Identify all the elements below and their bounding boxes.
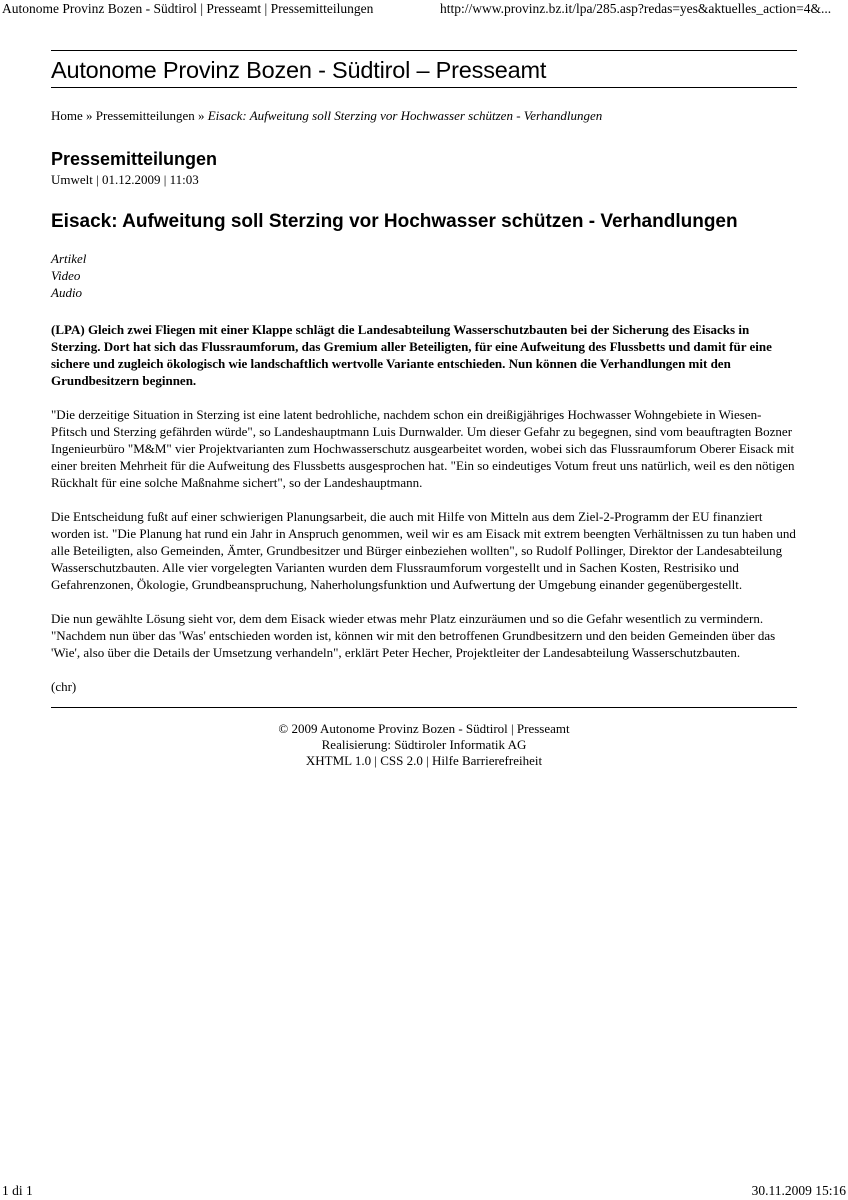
media-links	[51, 250, 797, 301]
breadcrumb-separator: »	[82, 108, 96, 123]
footer-rule	[51, 707, 797, 708]
article-paragraph: Die Entscheidung fußt auf einer schwierigen Planungsarbeit, die auch mit Hilfe von Mitteln aus dem Ziel-2-Programm der EU finanziert worden ist. "Die Planung hat rund ein Jahr in Anspruch genommen, weil wir es am Eisack mit extrem beengten Verhältnissen zu tun haben und alle Beteiligten, also Gemeinden, Ämter, Grundbesitzer und Bürger einbeziehen wollten", so Rudolf Pollinger, Direktor der Landesabteilung Wasserschutzbauten. Alle vier vorgelegten Varianten wurden dem Flussraumforum vorgestellt und in Sachen Kosten, Restrisiko und Gefahrenzonen, Ökologie, Grundbeanspruchung, Naherholungsfunktion und Aufwertung der Umgebung einander gegenübergestellt.	[51, 509, 796, 592]
xhtml-link[interactable]: XHTML 1.0	[305, 753, 372, 768]
page-content	[51, 50, 797, 769]
footer-links	[51, 753, 797, 769]
breadcrumb-current: Eisack: Aufweitung soll Sterzing vor Hochwasser schützen - Verhandlungen	[207, 108, 603, 123]
breadcrumb-separator: »	[194, 108, 208, 123]
media-link-audio[interactable]: Audio	[51, 285, 83, 300]
article-meta: Umwelt | 01.12.2009 | 11:03	[51, 172, 199, 187]
header-bottom-rule	[51, 87, 797, 88]
article-author: (chr)	[51, 679, 77, 694]
footer-separator: |	[422, 753, 433, 768]
breadcrumb-section-link[interactable]: Pressemitteilungen	[95, 108, 195, 123]
article-title: Eisack: Aufweitung soll Sterzing vor Hochwasser schützen - Verhandlungen	[51, 211, 738, 232]
footer-copyright: © 2009 Autonome Provinz Bozen - Südtirol | Presseamt	[278, 721, 570, 736]
article-paragraph: "Die derzeitige Situation in Sterzing ist eine latent bedrohliche, nachdem schon ein dreißigjähriges Hochwasser Wohngebiete in Wiesen-Pfitsch und Sterzing gefährden würde", so Landeshauptmann Luis Durnwalder. Um dieser Gefahr zu begegnen, sind vom beauftragten Bozner Ingenieurbüro "M&M" vier Projektvarianten zum Hochwasserschutz ausgearbeitet worden, wobei sich das Flussraumforum Oberer Eisack mit einer breiten Mehrheit für die Aufweitung des Flussbetts ausgesprochen hat. "Ein so eindeutiges Votum freut uns natürlich, weil es den nötigen Rückhalt für eine solche Maßnahme sichert", so der Landeshauptmann.	[51, 407, 795, 490]
print-url: http://www.provinz.bz.it/lpa/285.asp?redas=yes&aktuelles_action=4&...	[440, 1, 832, 16]
footer-separator: |	[371, 753, 381, 768]
page-footer	[51, 721, 797, 769]
breadcrumb	[51, 107, 797, 124]
article-paragraph: Die nun gewählte Lösung sieht vor, dem dem Eisack wieder etwas mehr Platz einzuräumen und so die Gefahr wesentlich zu vermindern. "Nachdem nun über das 'Was' entschieden worden ist, können wir mit den betroffenen Grundbesitzern und den beiden Gemeinden über das 'Wie', also über die Details der Umsetzung verhandeln", erklärt Peter Hecher, Projektleiter der Landesabteilung Wasserschutzbauten.	[51, 611, 776, 660]
breadcrumb-home-link[interactable]: Home	[51, 108, 83, 123]
print-page-count: 1 di 1	[2, 1183, 33, 1198]
print-datetime: 30.11.2009 15:16	[751, 1183, 846, 1198]
css-link[interactable]: CSS 2.0	[380, 753, 423, 768]
header-top-rule	[51, 50, 797, 51]
print-header	[2, 0, 846, 18]
site-title: Autonome Provinz Bozen - Südtirol – Presseamt	[51, 57, 547, 83]
media-link-video[interactable]: Video	[51, 268, 81, 283]
footer-realisation: Realisierung: Südtiroler Informatik AG	[321, 737, 527, 752]
section-title: Pressemitteilungen	[51, 149, 218, 169]
print-page-title: Autonome Provinz Bozen - Südtirol | Presseamt | Pressemitteilungen	[2, 1, 374, 16]
article-lead: (LPA) Gleich zwei Fliegen mit einer Klappe schlägt die Landesabteilung Wasserschutzbauten bei der Sicherung des Eisacks in Sterzing. Dort hat sich das Flussraumforum, das Gremium aller Beteiligten, für eine Aufweitung des Flussbetts und damit für eine sichere und zugleich ökologisch wie landschaftlich wertvolle Variante entschieden. Nun können die Verhandlungen mit den Grundbesitzern beginnen.	[51, 322, 772, 388]
print-footer	[2, 1182, 846, 1200]
accessibility-help-link[interactable]: Hilfe Barrierefreiheit	[432, 753, 543, 768]
media-link-article[interactable]: Artikel	[51, 251, 87, 266]
